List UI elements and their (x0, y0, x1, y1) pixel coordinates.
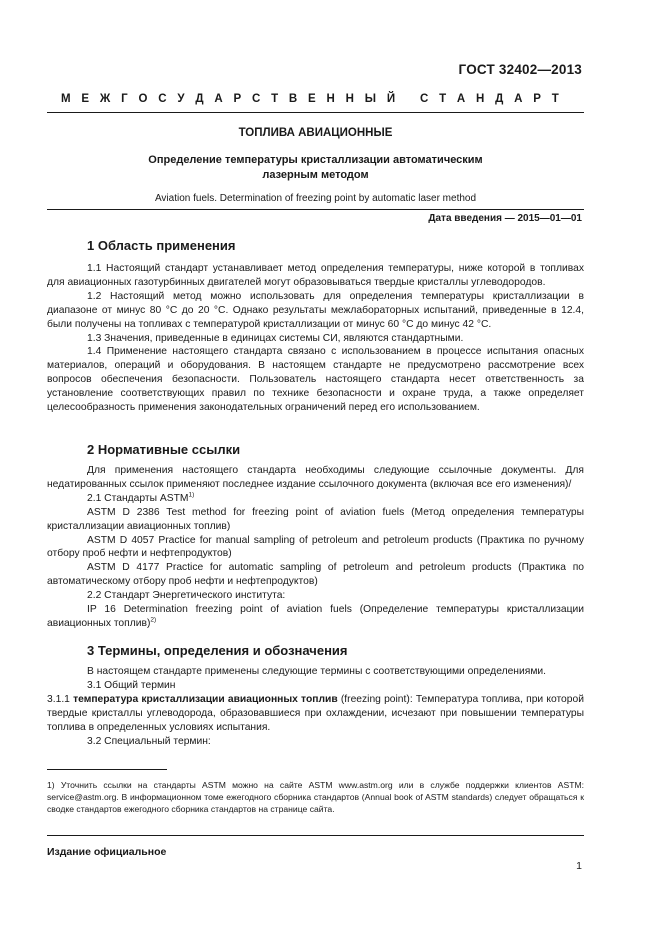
standard-type-letter: Ы (364, 93, 377, 105)
footnote-rule (47, 769, 167, 770)
section-1-heading: 1 Область применения (87, 238, 236, 253)
standard-type-letter: Р (533, 93, 541, 105)
title-rule (47, 209, 584, 210)
standard-type-letter: Й (386, 93, 396, 105)
reference-ip-16 (47, 603, 584, 631)
page-number: 1 (576, 860, 582, 872)
term-number: 3.1.1 (47, 693, 74, 705)
standard-type-letter: Е (81, 93, 90, 105)
section-3-heading: 3 Термины, определения и обозначения (87, 643, 348, 658)
paragraph-1-4: 1.4 Применение настоящего стандарта связано с использованием в процессе испытания опасных материалов, операций и оборудования. В настоящем стандарте не предусмотрено рассмотрение всех вопросов обеспечения безопасности. Пользователь настоящего стандарта несет ответственность за установление соответствующих правил по технике безопасности и охране труда, а также определяет целесообразность применения законодательных ограничений перед его использованием. (47, 346, 584, 414)
paragraph-2-2: 2.2 Стандарт Энергетического института: (87, 590, 286, 602)
standard-code: ГОСТ 32402—2013 (458, 62, 582, 77)
reference-astm-d4057: ASTM D 4057 Practice for manual sampling of petroleum and petroleum products (Практика по ручному отбору проб нефти и нефтепродуктов) (47, 534, 584, 560)
standard-type-letter: Ж (99, 93, 111, 105)
paragraph-1-3: 1.3 Значения, приведенные в единицах системы СИ, являются стандартными. (87, 332, 464, 344)
paragraph-2-1-text: 2.1 Стандарты ASTM (87, 492, 189, 504)
standard-type-letter: С (419, 93, 429, 105)
standard-type-letter: Т (271, 93, 279, 105)
standard-type-letter: У (177, 93, 185, 105)
standard-type-letter: С (251, 93, 261, 105)
paragraph-3-2: 3.2 Специальный термин: (87, 735, 211, 747)
footer-rule (47, 835, 584, 836)
standard-type-letter: Н (476, 93, 485, 105)
standard-type-letter: Д (495, 93, 504, 105)
standard-type-letter: О (138, 93, 148, 105)
edition-label: Издание официальное (47, 846, 167, 858)
footnote: 1) Уточнить ссылки на стандарты ASTM можно на сайте ASTM www.astm.org или в службе поддержки клиентов ASTM: service@astm.org. В информационном томе ежегодного сборника стандартов (Annual book of ASTM standards) следует обращаться к сводке стандартов ежегодного сборника стандартов на странице сайта. (47, 780, 584, 815)
standard-type-letter: А (214, 93, 223, 105)
standard-type-letter: Т (439, 93, 447, 105)
standard-type-letter (406, 93, 409, 105)
section-1-body (47, 262, 584, 415)
reference-astm-d4177: ASTM D 4177 Practice for automatic sampling of petroleum and petroleum products (Практика по автоматическому отбору проб нефти и нефтепродуктов) (47, 562, 584, 588)
subtitle-line-1: Определение температуры кристаллизации автоматическим (148, 154, 483, 166)
standard-type-letter: В (288, 93, 298, 105)
standard-type-letter: Н (326, 93, 335, 105)
header-rule (47, 112, 584, 113)
paragraph-1-1: 1.1 Настоящий стандарт устанавливает метод определения температуры, ниже которой в топливах для авиационных газотурбинных двигателей могут образовываться твердые кристаллы углеводородов. (47, 263, 584, 288)
section-2-heading: 2 Нормативные ссылки (87, 442, 241, 457)
standard-type-letter: Р (233, 93, 242, 105)
section-2-body (47, 464, 584, 631)
paragraph-2-1 (47, 492, 584, 506)
paragraph-3-1: 3.1 Общий термин (87, 679, 176, 691)
section-3-body (47, 665, 584, 748)
document-subtitle (47, 153, 584, 183)
paragraph-2-intro: Для применения настоящего стандарта необходимы следующие ссылочные документы. Для недатированных ссылок применяют последнее издание ссылочного документа (включая все его изменения)/ (47, 465, 584, 490)
standard-type-letter: А (456, 93, 466, 105)
standard-type-letter: Е (308, 93, 316, 105)
paragraph-1-2: 1.2 Настоящий метод можно использовать для определения температуры кристаллизации в диапазоне от минус 80 °С до 20 °С. Однако результаты межлабораторных испытаний, приведенные в 12.4, были получены на топливах с температурой кристаллизации от минус 60 °С до минус 42 °С. (47, 290, 584, 330)
document-title: ТОПЛИВА АВИАЦИОННЫЕ (238, 127, 393, 139)
paragraph-3-intro: В настоящем стандарте применены следующие термины с соответствующими определениями. (87, 666, 547, 677)
term-definition: (freezing point): Температура топлива, при которой твердые кристаллы углеводорода, образовавшиеся при охлаждении, исчезают при повышении температуры топлива в определенных условиях испытания. (47, 693, 584, 733)
effective-date: Дата введения — 2015—01—01 (428, 213, 582, 224)
footnote-ref-2: 2) (150, 616, 157, 624)
english-title: Aviation fuels. Determination of freezing point by automatic laser method (154, 193, 477, 204)
standard-type-heading (61, 93, 559, 105)
standard-type-letter: Д (195, 93, 204, 105)
footnote-ref-1: 1) (188, 491, 195, 499)
standard-type-letter: А (514, 93, 523, 105)
standard-type-letter: С (158, 93, 167, 105)
subtitle-line-2: лазерным методом (262, 169, 369, 181)
standard-type-letter: Т (551, 93, 559, 105)
reference-ip-16-text: IP 16 Determination freezing point of aviation fuels (Определение температуры кристаллизации авиационных топлив) (47, 604, 584, 629)
reference-astm-d2386: ASTM D 2386 Test method for freezing point of aviation fuels (Метод определения температуры кристаллизации авиационных топлив) (47, 506, 584, 532)
paragraph-3-1-1 (47, 693, 584, 735)
term-name: температура кристаллизации авиационных топлив (73, 693, 338, 705)
standard-type-letter: Н (345, 93, 354, 105)
standard-type-letter: М (61, 93, 71, 105)
standard-type-letter: Г (121, 93, 128, 105)
